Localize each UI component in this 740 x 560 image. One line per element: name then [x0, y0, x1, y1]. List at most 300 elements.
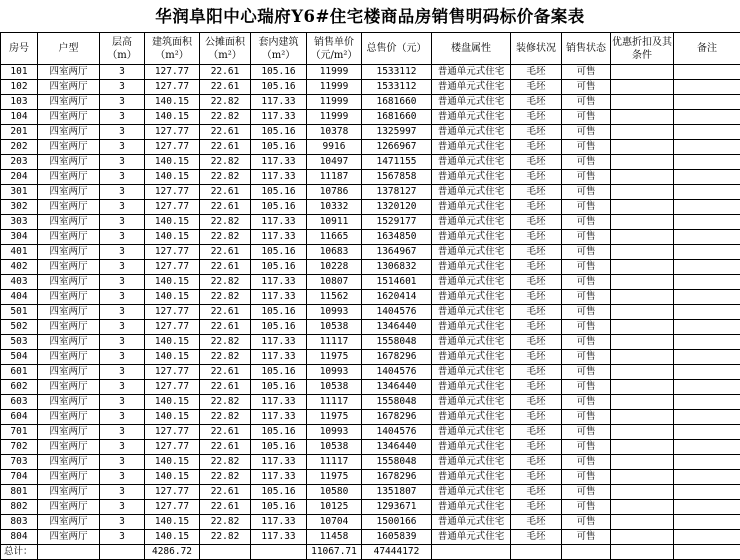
table-cell: 可售 — [562, 80, 611, 95]
table-cell — [674, 155, 740, 170]
table-cell: 117.33 — [251, 155, 307, 170]
table-cell — [674, 275, 740, 290]
table-cell: 毛坯 — [511, 530, 562, 545]
table-cell: 602 — [1, 380, 38, 395]
table-cell: 1533112 — [362, 65, 432, 80]
table-cell: 1500166 — [362, 515, 432, 530]
table-cell: 3 — [100, 365, 145, 380]
column-header: 销售单价（元/m²） — [307, 33, 362, 65]
table-cell — [611, 305, 674, 320]
table-cell: 四室两厅 — [38, 230, 100, 245]
table-cell: 四室两厅 — [38, 350, 100, 365]
table-cell: 毛坯 — [511, 365, 562, 380]
table-cell: 127.77 — [145, 80, 200, 95]
table-cell: 可售 — [562, 455, 611, 470]
table-cell: 可售 — [562, 275, 611, 290]
table-cell — [611, 230, 674, 245]
table-cell: 1404576 — [362, 305, 432, 320]
table-cell: 22.61 — [200, 65, 251, 80]
table-cell: 105.16 — [251, 485, 307, 500]
column-header: 套内建筑（m²） — [251, 33, 307, 65]
table-row — [1, 155, 740, 170]
table-cell: 140.15 — [145, 515, 200, 530]
table-cell: 3 — [100, 125, 145, 140]
table-cell: 3 — [100, 410, 145, 425]
table-cell: 22.61 — [200, 260, 251, 275]
table-cell — [611, 245, 674, 260]
table-cell: 毛坯 — [511, 335, 562, 350]
table-cell: 毛坯 — [511, 95, 562, 110]
table-cell: 四室两厅 — [38, 80, 100, 95]
table-cell: 702 — [1, 440, 38, 455]
table-cell: 105.16 — [251, 440, 307, 455]
table-cell: 22.61 — [200, 365, 251, 380]
table-cell: 202 — [1, 140, 38, 155]
table-cell: 毛坯 — [511, 455, 562, 470]
table-cell — [674, 515, 740, 530]
totals-cell — [251, 545, 307, 560]
table-cell: 22.61 — [200, 185, 251, 200]
table-cell: 11975 — [307, 410, 362, 425]
table-cell: 127.77 — [145, 125, 200, 140]
table-cell: 可售 — [562, 350, 611, 365]
table-cell: 毛坯 — [511, 515, 562, 530]
table-cell: 1293671 — [362, 500, 432, 515]
table-cell: 11975 — [307, 470, 362, 485]
table-cell: 127.77 — [145, 260, 200, 275]
table-cell: 117.33 — [251, 275, 307, 290]
table-cell — [674, 335, 740, 350]
table-cell — [611, 455, 674, 470]
table-cell: 四室两厅 — [38, 290, 100, 305]
table-cell — [611, 530, 674, 545]
table-cell: 普通单元式住宅 — [432, 290, 511, 305]
table-cell: 127.77 — [145, 500, 200, 515]
table-cell: 四室两厅 — [38, 515, 100, 530]
table-cell — [611, 80, 674, 95]
table-cell: 22.61 — [200, 140, 251, 155]
table-cell: 105.16 — [251, 380, 307, 395]
table-cell: 404 — [1, 290, 38, 305]
table-cell: 3 — [100, 335, 145, 350]
table-cell: 可售 — [562, 440, 611, 455]
table-cell: 102 — [1, 80, 38, 95]
table-row — [1, 500, 740, 515]
table-cell: 603 — [1, 395, 38, 410]
table-cell: 四室两厅 — [38, 185, 100, 200]
table-cell — [674, 305, 740, 320]
table-cell — [611, 470, 674, 485]
table-cell: 可售 — [562, 395, 611, 410]
table-cell: 105.16 — [251, 260, 307, 275]
table-cell — [674, 350, 740, 365]
table-cell: 105.16 — [251, 500, 307, 515]
table-cell — [674, 455, 740, 470]
table-cell: 22.61 — [200, 425, 251, 440]
table-cell: 四室两厅 — [38, 215, 100, 230]
table-cell: 11187 — [307, 170, 362, 185]
table-cell: 117.33 — [251, 215, 307, 230]
table-cell: 可售 — [562, 260, 611, 275]
column-header: 装修状况 — [511, 33, 562, 65]
table-cell: 可售 — [562, 155, 611, 170]
table-cell: 毛坯 — [511, 140, 562, 155]
table-cell: 140.15 — [145, 455, 200, 470]
totals-cell: 47444172 — [362, 545, 432, 560]
table-cell: 127.77 — [145, 140, 200, 155]
table-cell: 1404576 — [362, 425, 432, 440]
table-cell — [611, 155, 674, 170]
table-cell: 140.15 — [145, 110, 200, 125]
table-row — [1, 260, 740, 275]
table-cell: 127.77 — [145, 305, 200, 320]
table-cell — [611, 260, 674, 275]
table-cell: 1678296 — [362, 470, 432, 485]
table-cell: 1320120 — [362, 200, 432, 215]
table-cell: 毛坯 — [511, 185, 562, 200]
table-cell: 104 — [1, 110, 38, 125]
table-cell: 117.33 — [251, 470, 307, 485]
table-cell: 22.61 — [200, 320, 251, 335]
table-row — [1, 455, 740, 470]
table-cell: 127.77 — [145, 200, 200, 215]
table-cell: 3 — [100, 65, 145, 80]
table-cell: 可售 — [562, 200, 611, 215]
table-cell: 22.61 — [200, 485, 251, 500]
table-cell — [674, 230, 740, 245]
table-row — [1, 290, 740, 305]
table-cell — [674, 125, 740, 140]
table-cell — [674, 95, 740, 110]
table-cell — [674, 320, 740, 335]
table-cell: 四室两厅 — [38, 125, 100, 140]
table-cell: 403 — [1, 275, 38, 290]
table-row — [1, 185, 740, 200]
table-cell: 普通单元式住宅 — [432, 530, 511, 545]
table-cell: 3 — [100, 530, 145, 545]
table-cell: 四室两厅 — [38, 455, 100, 470]
table-cell: 117.33 — [251, 515, 307, 530]
table-cell: 11117 — [307, 395, 362, 410]
table-cell: 1567858 — [362, 170, 432, 185]
table-cell: 3 — [100, 515, 145, 530]
table-cell: 毛坯 — [511, 470, 562, 485]
table-cell: 22.61 — [200, 440, 251, 455]
table-cell: 117.33 — [251, 395, 307, 410]
table-row — [1, 95, 740, 110]
table-row — [1, 530, 740, 545]
table-cell: 3 — [100, 500, 145, 515]
table-cell: 22.61 — [200, 245, 251, 260]
totals-cell — [38, 545, 100, 560]
table-cell: 普通单元式住宅 — [432, 230, 511, 245]
table-cell: 1558048 — [362, 455, 432, 470]
table-cell: 毛坯 — [511, 80, 562, 95]
table-cell: 四室两厅 — [38, 410, 100, 425]
table-cell: 可售 — [562, 470, 611, 485]
table-cell: 10993 — [307, 305, 362, 320]
table-cell: 普通单元式住宅 — [432, 380, 511, 395]
table-cell — [611, 365, 674, 380]
table-cell: 普通单元式住宅 — [432, 425, 511, 440]
table-cell: 毛坯 — [511, 65, 562, 80]
table-cell: 127.77 — [145, 320, 200, 335]
table-cell: 3 — [100, 440, 145, 455]
table-cell: 3 — [100, 95, 145, 110]
table-cell: 四室两厅 — [38, 200, 100, 215]
column-header: 销售状态 — [562, 33, 611, 65]
table-row — [1, 350, 740, 365]
table-cell: 140.15 — [145, 275, 200, 290]
table-cell: 毛坯 — [511, 305, 562, 320]
table-cell: 140.15 — [145, 215, 200, 230]
table-cell: 803 — [1, 515, 38, 530]
table-cell — [611, 425, 674, 440]
table-cell: 四室两厅 — [38, 155, 100, 170]
table-cell — [674, 170, 740, 185]
totals-cell — [562, 545, 611, 560]
table-cell: 22.82 — [200, 410, 251, 425]
table-cell: 22.82 — [200, 455, 251, 470]
table-cell: 140.15 — [145, 170, 200, 185]
table-cell: 四室两厅 — [38, 305, 100, 320]
table-cell: 1306832 — [362, 260, 432, 275]
table-cell: 普通单元式住宅 — [432, 200, 511, 215]
table-cell — [674, 470, 740, 485]
table-cell — [674, 365, 740, 380]
table-cell: 可售 — [562, 485, 611, 500]
table-cell: 可售 — [562, 185, 611, 200]
table-cell: 毛坯 — [511, 155, 562, 170]
table-cell: 四室两厅 — [38, 335, 100, 350]
table-cell: 普通单元式住宅 — [432, 140, 511, 155]
table-cell: 普通单元式住宅 — [432, 350, 511, 365]
table-row — [1, 215, 740, 230]
table-cell: 140.15 — [145, 155, 200, 170]
table-cell: 22.61 — [200, 500, 251, 515]
table-cell: 毛坯 — [511, 410, 562, 425]
totals-cell — [100, 545, 145, 560]
table-cell: 103 — [1, 95, 38, 110]
table-cell: 22.61 — [200, 125, 251, 140]
table-cell: 普通单元式住宅 — [432, 260, 511, 275]
table-cell: 105.16 — [251, 320, 307, 335]
table-cell: 普通单元式住宅 — [432, 170, 511, 185]
table-cell: 22.82 — [200, 110, 251, 125]
table-cell: 四室两厅 — [38, 440, 100, 455]
table-cell: 可售 — [562, 65, 611, 80]
table-cell: 普通单元式住宅 — [432, 125, 511, 140]
table-cell: 203 — [1, 155, 38, 170]
table-cell: 可售 — [562, 335, 611, 350]
table-cell: 四室两厅 — [38, 395, 100, 410]
table-cell: 毛坯 — [511, 380, 562, 395]
table-cell: 11975 — [307, 350, 362, 365]
table-cell: 3 — [100, 350, 145, 365]
table-cell: 1681660 — [362, 110, 432, 125]
table-cell: 四室两厅 — [38, 95, 100, 110]
table-cell: 11999 — [307, 65, 362, 80]
table-cell: 117.33 — [251, 95, 307, 110]
table-cell: 1266967 — [362, 140, 432, 155]
table-cell: 140.15 — [145, 530, 200, 545]
table-cell: 可售 — [562, 290, 611, 305]
table-cell: 140.15 — [145, 350, 200, 365]
table-cell: 毛坯 — [511, 320, 562, 335]
table-cell: 22.82 — [200, 95, 251, 110]
column-header: 优惠折扣及其条件 — [611, 33, 674, 65]
table-cell: 1325997 — [362, 125, 432, 140]
table-cell: 普通单元式住宅 — [432, 155, 511, 170]
table-cell: 127.77 — [145, 425, 200, 440]
table-cell: 3 — [100, 155, 145, 170]
table-cell — [611, 95, 674, 110]
table-cell: 9916 — [307, 140, 362, 155]
table-cell — [674, 215, 740, 230]
table-cell: 普通单元式住宅 — [432, 365, 511, 380]
table-row — [1, 65, 740, 80]
table-cell: 毛坯 — [511, 215, 562, 230]
table-cell: 105.16 — [251, 80, 307, 95]
table-cell: 可售 — [562, 365, 611, 380]
table-cell: 302 — [1, 200, 38, 215]
table-cell: 402 — [1, 260, 38, 275]
table-cell: 普通单元式住宅 — [432, 335, 511, 350]
table-cell: 22.61 — [200, 80, 251, 95]
table-cell: 四室两厅 — [38, 380, 100, 395]
table-cell: 毛坯 — [511, 245, 562, 260]
table-cell — [611, 380, 674, 395]
table-cell — [611, 335, 674, 350]
table-cell: 22.61 — [200, 305, 251, 320]
totals-cell — [674, 545, 740, 560]
table-cell: 105.16 — [251, 140, 307, 155]
table-cell: 11458 — [307, 530, 362, 545]
table-row — [1, 170, 740, 185]
table-row — [1, 410, 740, 425]
table-cell — [674, 500, 740, 515]
table-cell: 117.33 — [251, 335, 307, 350]
table-row — [1, 200, 740, 215]
table-cell: 3 — [100, 305, 145, 320]
table-cell: 10497 — [307, 155, 362, 170]
table-cell — [611, 350, 674, 365]
table-cell: 105.16 — [251, 125, 307, 140]
table-cell: 140.15 — [145, 95, 200, 110]
table-row — [1, 230, 740, 245]
table-cell: 117.33 — [251, 110, 307, 125]
table-cell: 可售 — [562, 245, 611, 260]
table-cell: 105.16 — [251, 185, 307, 200]
table-cell — [674, 380, 740, 395]
table-cell: 22.82 — [200, 170, 251, 185]
table-cell: 127.77 — [145, 440, 200, 455]
table-cell: 3 — [100, 470, 145, 485]
table-row — [1, 320, 740, 335]
table-cell: 四室两厅 — [38, 365, 100, 380]
table-cell: 1678296 — [362, 410, 432, 425]
table-cell: 22.61 — [200, 200, 251, 215]
table-cell: 可售 — [562, 425, 611, 440]
table-cell: 140.15 — [145, 230, 200, 245]
table-cell: 1620414 — [362, 290, 432, 305]
table-cell: 3 — [100, 425, 145, 440]
table-row — [1, 275, 740, 290]
table-row — [1, 440, 740, 455]
table-cell — [611, 515, 674, 530]
table-cell — [611, 485, 674, 500]
table-cell: 普通单元式住宅 — [432, 500, 511, 515]
table-cell: 11665 — [307, 230, 362, 245]
table-cell: 毛坯 — [511, 395, 562, 410]
table-cell: 普通单元式住宅 — [432, 440, 511, 455]
table-cell: 801 — [1, 485, 38, 500]
table-cell: 10786 — [307, 185, 362, 200]
table-cell: 1681660 — [362, 95, 432, 110]
table-cell: 22.82 — [200, 275, 251, 290]
table-cell: 普通单元式住宅 — [432, 455, 511, 470]
table-cell: 117.33 — [251, 170, 307, 185]
table-cell: 10378 — [307, 125, 362, 140]
table-cell — [674, 110, 740, 125]
table-cell — [674, 80, 740, 95]
table-cell — [611, 140, 674, 155]
column-header: 总售价（元） — [362, 33, 432, 65]
table-cell: 普通单元式住宅 — [432, 305, 511, 320]
table-row — [1, 305, 740, 320]
table-cell: 普通单元式住宅 — [432, 275, 511, 290]
table-cell: 普通单元式住宅 — [432, 185, 511, 200]
table-cell: 1378127 — [362, 185, 432, 200]
table-cell: 四室两厅 — [38, 530, 100, 545]
table-cell — [611, 440, 674, 455]
table-cell: 四室两厅 — [38, 245, 100, 260]
table-cell: 301 — [1, 185, 38, 200]
table-cell: 127.77 — [145, 485, 200, 500]
table-cell: 502 — [1, 320, 38, 335]
table-cell: 1471155 — [362, 155, 432, 170]
table-cell: 毛坯 — [511, 440, 562, 455]
table-cell: 四室两厅 — [38, 470, 100, 485]
totals-label: 总计： — [1, 545, 38, 560]
table-cell: 10332 — [307, 200, 362, 215]
table-cell: 140.15 — [145, 335, 200, 350]
table-cell: 可售 — [562, 110, 611, 125]
table-cell: 毛坯 — [511, 350, 562, 365]
table-row — [1, 485, 740, 500]
table-cell: 10683 — [307, 245, 362, 260]
table-row — [1, 125, 740, 140]
table-cell: 804 — [1, 530, 38, 545]
table-cell — [611, 410, 674, 425]
column-header: 户型 — [38, 33, 100, 65]
table-header-row — [1, 33, 740, 65]
table-cell: 1346440 — [362, 320, 432, 335]
table-cell: 1558048 — [362, 395, 432, 410]
table-cell: 毛坯 — [511, 425, 562, 440]
table-row — [1, 365, 740, 380]
table-cell: 22.82 — [200, 230, 251, 245]
table-cell: 普通单元式住宅 — [432, 515, 511, 530]
table-cell: 10580 — [307, 485, 362, 500]
table-cell: 22.82 — [200, 515, 251, 530]
table-cell — [611, 215, 674, 230]
table-cell: 普通单元式住宅 — [432, 65, 511, 80]
table-cell — [674, 245, 740, 260]
table-cell: 四室两厅 — [38, 65, 100, 80]
table-cell: 1558048 — [362, 335, 432, 350]
table-cell: 四室两厅 — [38, 275, 100, 290]
